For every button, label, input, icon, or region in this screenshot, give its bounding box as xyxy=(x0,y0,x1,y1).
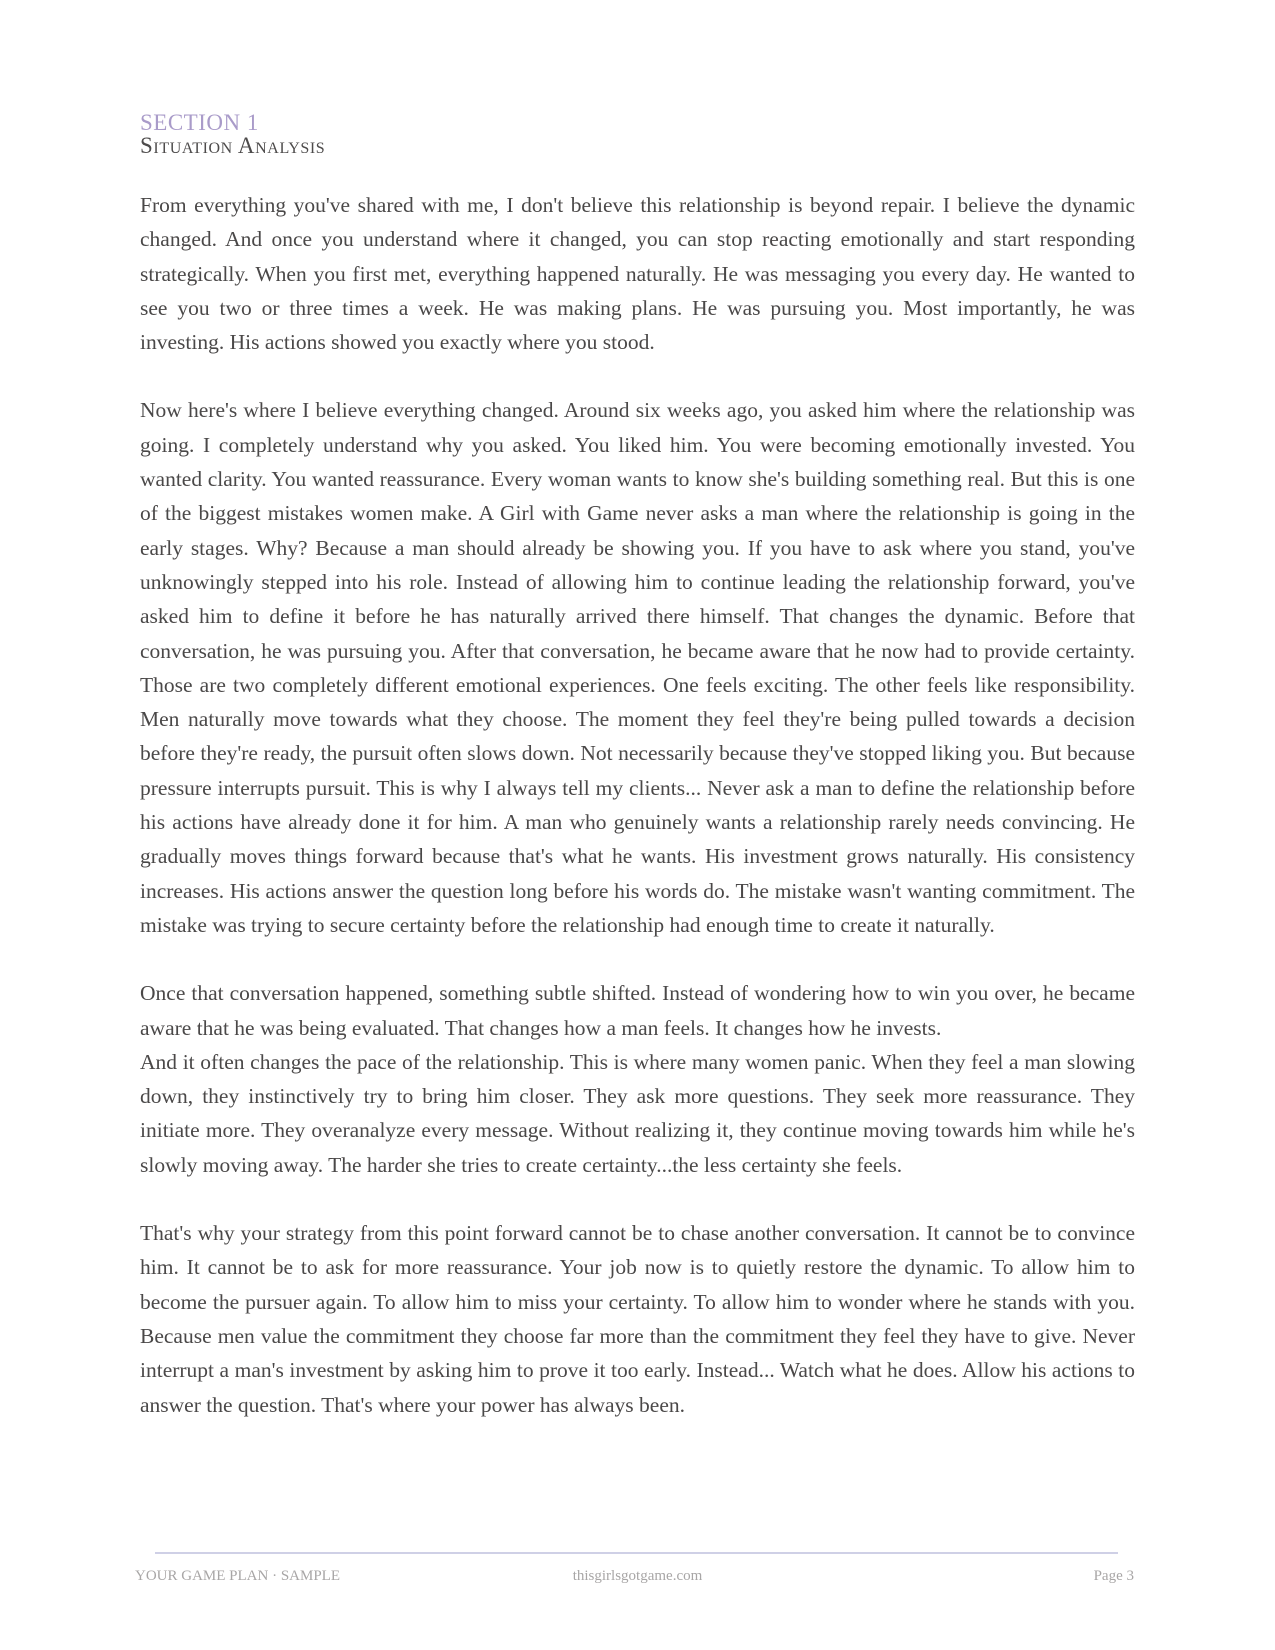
paragraph-2: Now here's where I believe everything changed. Around six weeks ago, you asked him where the relationship was going. I completely understand why you asked. You liked him. You were becoming emotionally invested. You wanted clarity. You wanted reassurance. Every woman wants to know she's building something real. But this is one of the biggest mistakes women make. A Girl with Game never asks a man where the relationship is going in the early stages. Why? Because a man should already be showing you. If you have to ask where you stand, you've unknowingly stepped into his role. Instead of allowing him to continue leading the relationship forward, you've asked him to define it before he has naturally arrived there himself. That changes the dynamic. Before that conversation, he was pursuing you. After that conversation, he became aware that he now had to provide certainty. Those are two completely different emotional experiences. One feels exciting. The other feels like responsibility. Men naturally move towards what they choose. The moment they feel they're being pulled towards a decision before they're ready, the pursuit often slows down. Not necessarily because they've stopped liking you. But because pressure interrupts pursuit. This is why I always tell my clients... Never ask a man to define the relationship before his actions have already done it for him. A man who genuinely wants a relationship rarely needs convincing. He gradually moves things forward because that's what he wants. His investment grows naturally. His consistency increases. His actions answer the question long before his words do. The mistake wasn't wanting commitment. The mistake was trying to secure certainty before the relationship had enough time to create it naturally. xyxy=(140,398,1135,937)
footer-divider xyxy=(155,1552,1118,1554)
paragraph-4: And it often changes the pace of the relationship. This is where many women panic. When they feel a man slowing down, they instinctively try to bring him closer. They ask more questions. They seek more reassurance. They initiate more. They overanalyze every message. Without realizing it, they continue moving towards him while he's slowly moving away. The harder she tries to create certainty...the less certainty she feels. xyxy=(140,1049,1135,1177)
footer-website: thisgirlsgotgame.com xyxy=(572,1568,703,1584)
body-text xyxy=(140,188,1135,1422)
section-title: Situation Analysis xyxy=(140,133,326,158)
paragraph-1: From everything you've shared with me, I don't believe this relationship is beyond repair. I believe the dynamic changed. And once you understand where it changed, you can stop reacting emotionally and start responding strategically. When you first met, everything happened naturally. He was messaging you every day. He wanted to see you two or three times a week. He was making plans. He was pursuing you. Most importantly, he was investing. His actions showed you exactly where you stood. xyxy=(140,193,1135,355)
paragraph-3: Once that conversation happened, something subtle shifted. Instead of wondering how to win you over, he became aware that he was being evaluated. That changes how a man feels. It changes how he invests. xyxy=(140,981,1135,1040)
footer-document-label: YOUR GAME PLAN · SAMPLE xyxy=(135,1568,341,1584)
footer-page-number: Page 3 xyxy=(1093,1568,1134,1584)
section-number: SECTION 1 xyxy=(140,110,259,135)
paragraph-5: That's why your strategy from this point forward cannot be to chase another conversation. It cannot be to convince him. It cannot be to ask for more reassurance. Your job now is to quietly restore the dynamic. To allow him to become the pursuer again. To allow him to miss your certainty. To allow him to wonder where he stands with you. Because men value the commitment they choose far more than the commitment they feel they have to give. Never interrupt a man's investment by asking him to prove it too early. Instead... Watch what he does. Allow his actions to answer the question. That's where your power has always been. xyxy=(140,1221,1135,1417)
